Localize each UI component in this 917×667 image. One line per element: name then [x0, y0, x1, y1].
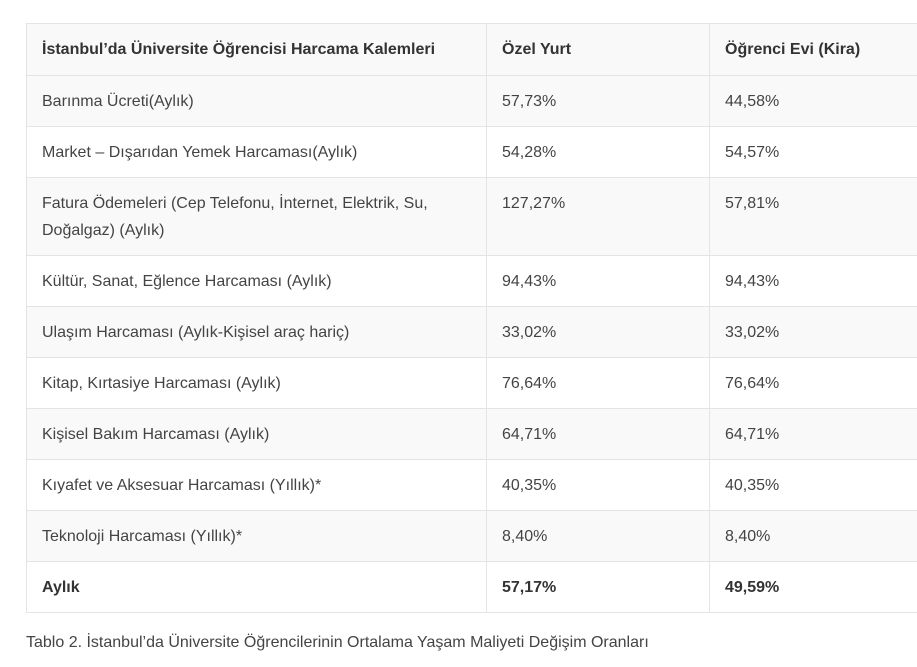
cell-expense-item: Fatura Ödemeleri (Cep Telefonu, İnternet, Elektrik, Su, Doğalgaz) (Aylık) [27, 178, 487, 256]
header-private-dorm: Özel Yurt [487, 24, 710, 76]
table-header-row [27, 24, 917, 76]
cell-student-house: 76,64% [710, 358, 917, 409]
table-row [27, 307, 917, 358]
table-row [27, 358, 917, 409]
table-row [27, 460, 917, 511]
cell-private-dorm: 8,40% [487, 511, 710, 562]
cell-private-dorm: 40,35% [487, 460, 710, 511]
cell-private-dorm: 57,73% [487, 76, 710, 127]
table-row [27, 409, 917, 460]
cell-student-house: 54,57% [710, 127, 917, 178]
table-row [27, 511, 917, 562]
cell-student-house: 44,58% [710, 76, 917, 127]
cell-student-house: 94,43% [710, 256, 917, 307]
table-row [27, 178, 917, 256]
cell-expense-item: Market – Dışarıdan Yemek Harcaması(Aylık) [27, 127, 487, 178]
cell-private-dorm: 127,27% [487, 178, 710, 256]
table-row [27, 256, 917, 307]
cell-student-house: 33,02% [710, 307, 917, 358]
cell-private-dorm: 33,02% [487, 307, 710, 358]
total-student-house: 49,59% [710, 562, 917, 613]
cell-student-house: 8,40% [710, 511, 917, 562]
table-row [27, 127, 917, 178]
table-caption: Tablo 2. İstanbul’da Üniversite Öğrencilerinin Ortalama Yaşam Maliyeti Değişim Oranları [26, 634, 649, 651]
cell-expense-item: Kitap, Kırtasiye Harcaması (Aylık) [27, 358, 487, 409]
cell-expense-item: Barınma Ücreti(Aylık) [27, 76, 487, 127]
cell-expense-item: Teknoloji Harcaması (Yıllık)* [27, 511, 487, 562]
cost-table-container [26, 23, 917, 613]
table-total-row [27, 562, 917, 613]
cost-change-table [26, 23, 917, 613]
cell-student-house: 40,35% [710, 460, 917, 511]
total-label: Aylık [27, 562, 487, 613]
cell-expense-item: Kişisel Bakım Harcaması (Aylık) [27, 409, 487, 460]
cell-expense-item: Kültür, Sanat, Eğlence Harcaması (Aylık) [27, 256, 487, 307]
cell-private-dorm: 76,64% [487, 358, 710, 409]
header-expense-item: İstanbul’da Üniversite Öğrencisi Harcama Kalemleri [27, 24, 487, 76]
cell-private-dorm: 64,71% [487, 409, 710, 460]
cell-private-dorm: 94,43% [487, 256, 710, 307]
cell-student-house: 64,71% [710, 409, 917, 460]
cell-expense-item: Kıyafet ve Aksesuar Harcaması (Yıllık)* [27, 460, 487, 511]
total-private-dorm: 57,17% [487, 562, 710, 613]
cell-private-dorm: 54,28% [487, 127, 710, 178]
table-row [27, 76, 917, 127]
header-student-house: Öğrenci Evi (Kira) [710, 24, 917, 76]
cell-student-house: 57,81% [710, 178, 917, 256]
cell-expense-item: Ulaşım Harcaması (Aylık-Kişisel araç hariç) [27, 307, 487, 358]
